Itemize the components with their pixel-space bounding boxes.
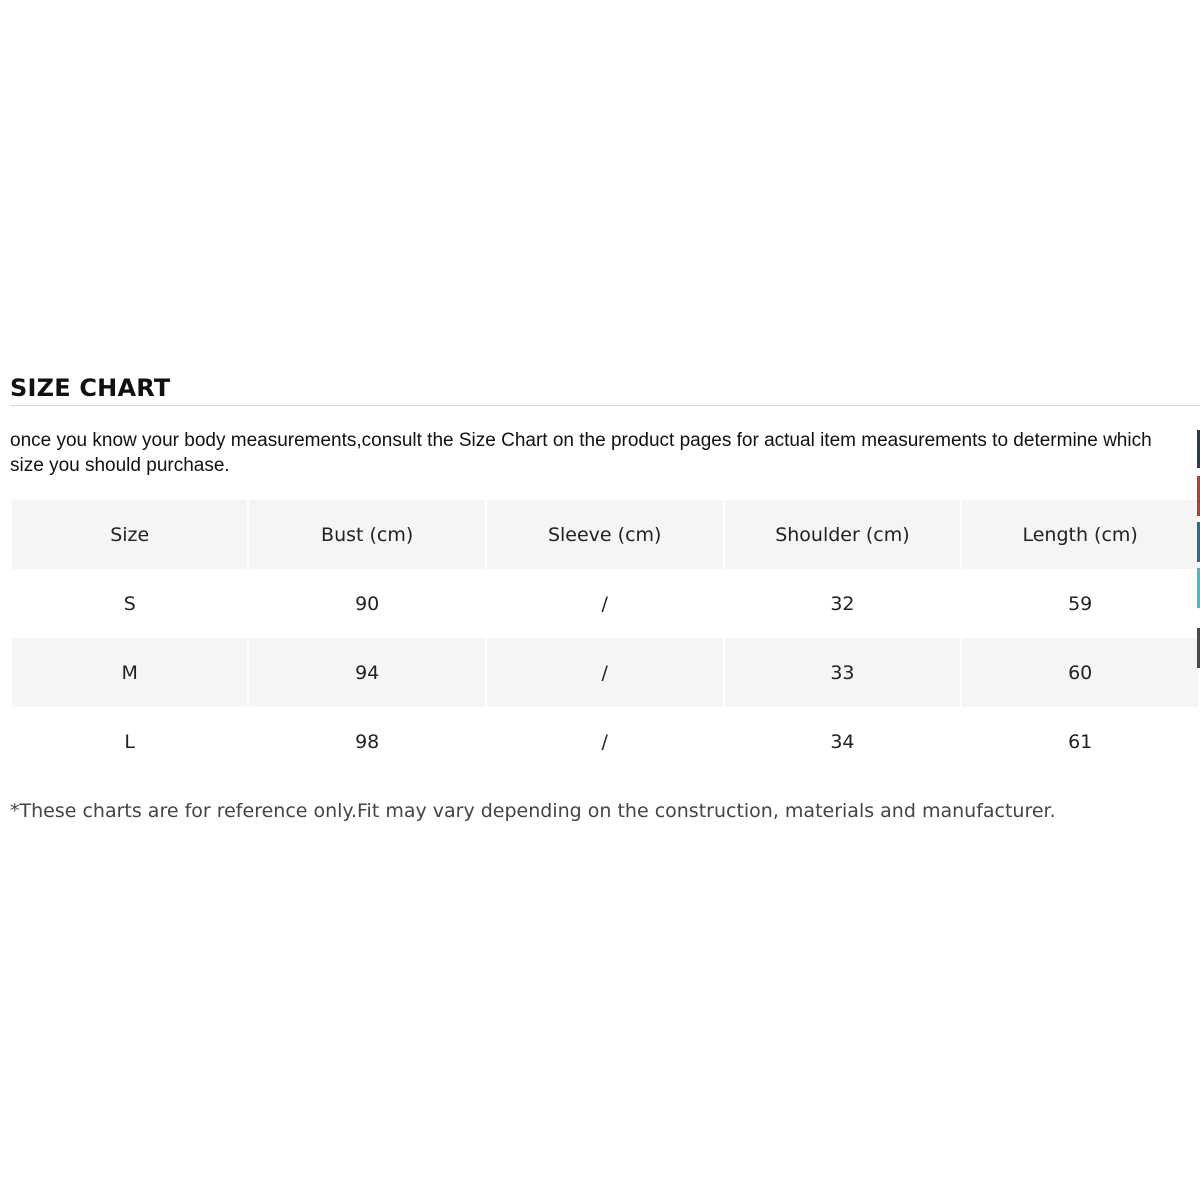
cell-size: L xyxy=(12,707,249,776)
intro-text: once you know your body measurements,consult the Size Chart on the product pages for actual item measurements to determine which size you should purchase. xyxy=(10,430,1152,476)
title-divider xyxy=(10,405,1200,406)
cell-sleeve: / xyxy=(487,638,725,707)
cell-bust: 94 xyxy=(249,638,486,707)
cell-bust: 98 xyxy=(249,707,486,776)
cell-bust: 90 xyxy=(249,569,486,638)
header-length: Length (cm) xyxy=(962,500,1198,569)
cell-length: 59 xyxy=(962,569,1198,638)
cell-shoulder: 32 xyxy=(725,569,963,638)
reference-footnote: *These charts are for reference only.Fit may vary depending on the construction, materials and manufacturer. xyxy=(10,800,1056,822)
size-table xyxy=(12,500,1198,776)
cell-size: S xyxy=(12,569,249,638)
cell-length: 60 xyxy=(962,638,1198,707)
table-row xyxy=(12,707,1198,776)
header-bust: Bust (cm) xyxy=(249,500,486,569)
cell-size: M xyxy=(12,638,249,707)
table-row xyxy=(12,638,1198,707)
header-shoulder: Shoulder (cm) xyxy=(725,500,963,569)
table-row xyxy=(12,569,1198,638)
table-header-row xyxy=(12,500,1198,569)
cell-sleeve: / xyxy=(487,569,725,638)
page-title: SIZE CHART xyxy=(10,374,171,402)
header-size: Size xyxy=(12,500,249,569)
cell-shoulder: 33 xyxy=(725,638,963,707)
cell-sleeve: / xyxy=(487,707,725,776)
cell-shoulder: 34 xyxy=(725,707,963,776)
cell-length: 61 xyxy=(962,707,1198,776)
header-sleeve: Sleeve (cm) xyxy=(487,500,725,569)
